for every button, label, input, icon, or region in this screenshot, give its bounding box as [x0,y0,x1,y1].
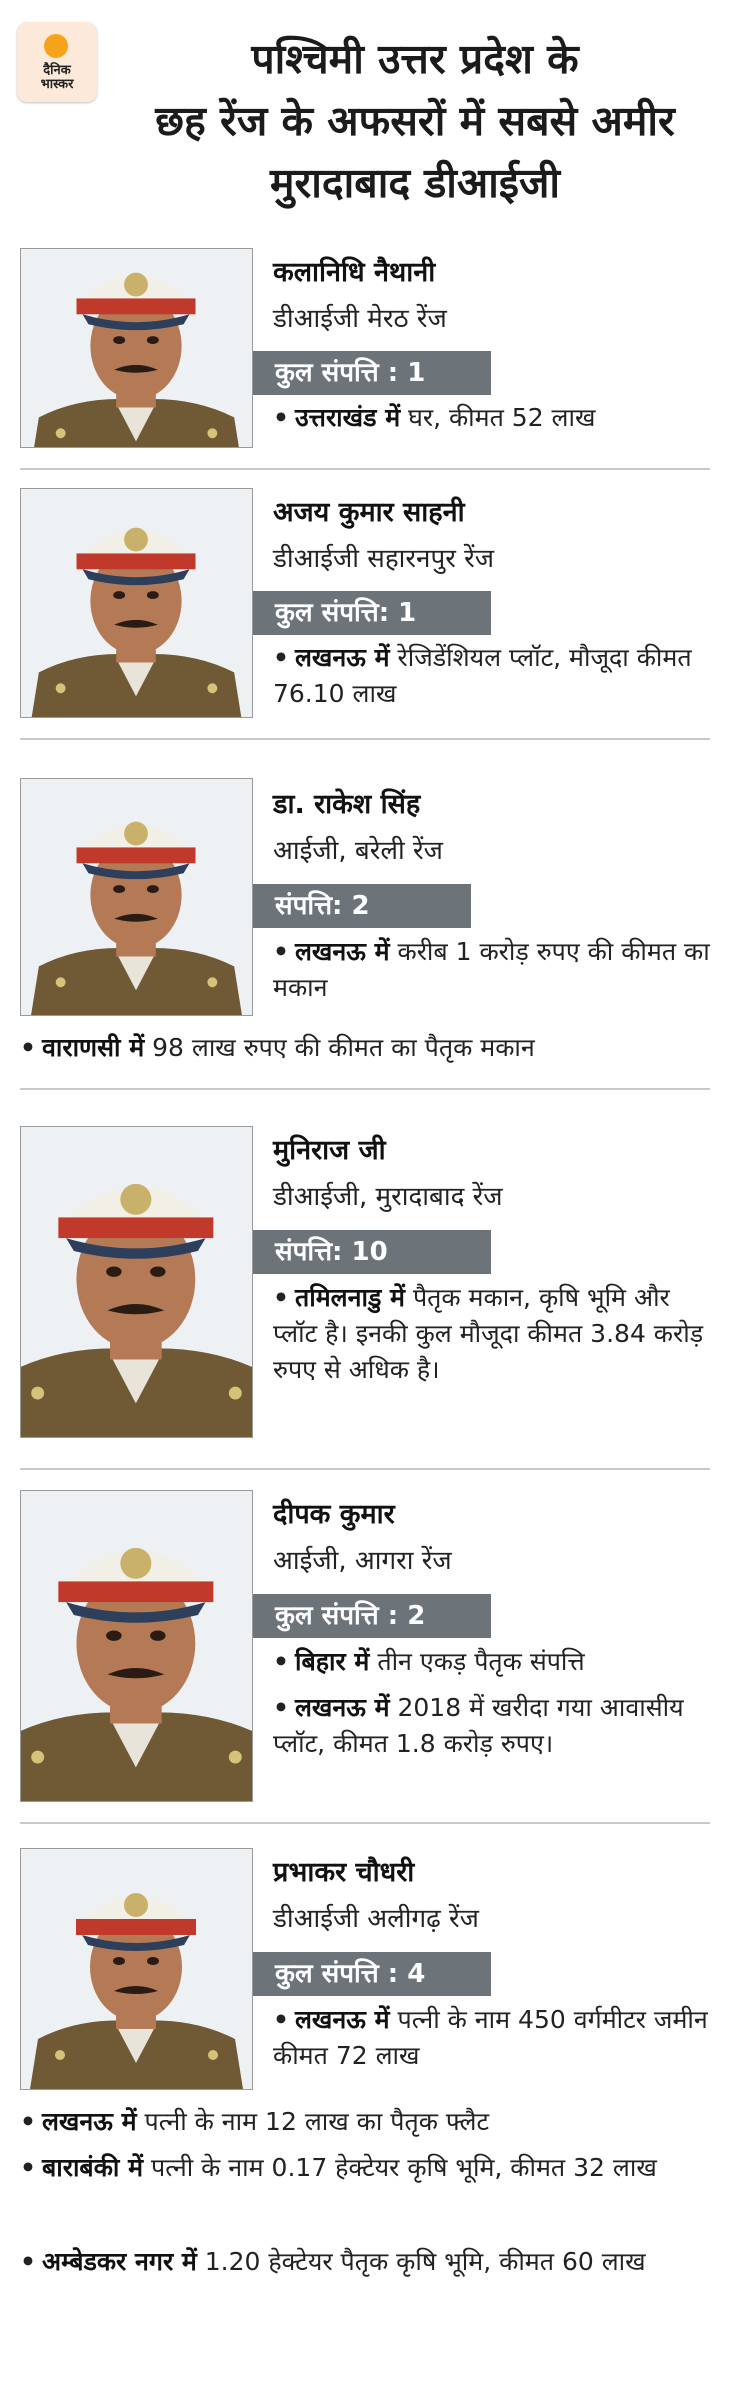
officer-portrait-illustration [21,489,252,717]
bullet-location: लखनऊ में [294,1693,390,1722]
left-eye [106,1631,122,1641]
officer-portrait-illustration [21,1127,252,1437]
asset-count-badge: कुल संपत्ति : 2 [253,1594,491,1638]
section-divider [20,468,710,470]
cap-badge-emblem [124,1893,148,1917]
bullet-dot: • [273,2005,289,2034]
officer-card-1 [0,248,730,478]
officer-portrait-illustration [21,249,252,447]
left-shoulder-star [56,428,66,438]
bullet-dot: • [20,2247,36,2276]
officer-portrait-illustration [21,779,252,1015]
header [0,0,730,235]
section-divider [20,738,710,740]
asset-count-badge: कुल संपत्ति : 1 [253,351,491,395]
officer-card-6 [0,1848,730,2400]
cap-band [77,847,196,863]
cap-band [58,1217,213,1238]
officer-card-2 [0,488,730,748]
bullet-detail: पत्नी के नाम 0.17 हेक्टेयर कृषि भूमि, कीमत 32 लाख [143,2153,657,2182]
bullet-detail: पत्नी के नाम 12 लाख का पैतृक फ्लैट [136,2107,490,2136]
bullet-location: बाराबंकी में [41,2153,144,2182]
officer-name: प्रभाकर चौधरी [273,1857,415,1888]
bullet-detail: पैतृक मकान, कृषि भूमि और प्लॉट है। इनकी कुल मौजूदा कीमत 3.84 करोड़ रुपए से अधिक है। [273,1283,704,1384]
officer-name: दीपक कुमार [273,1499,395,1530]
bullet-dot: • [273,937,289,966]
right-shoulder-star [207,683,217,693]
cap-badge-emblem [120,1184,151,1215]
officer-photo [20,778,253,1016]
bullet-detail: तीन एकड़ पैतृक संपत्ति [369,1647,585,1676]
title-line-2: छह रेंज के अफसरों में सबसे अमीर [155,97,675,145]
right-shoulder-star [207,977,217,987]
title-line-3: मुरादाबाद डीआईजी [270,159,560,207]
left-shoulder-star [31,1387,44,1400]
right-eye [150,1631,166,1641]
left-eye [113,336,125,344]
sun-icon [44,34,68,58]
asset-count-badge: संपत्ति: 10 [253,1230,491,1274]
right-shoulder-star [229,1387,242,1400]
bullet-location: लखनऊ में [294,937,390,966]
officer-post: डीआईजी सहारनपुर रेंज [273,544,495,574]
left-eye [113,591,125,599]
officer-portrait-illustration [21,1849,252,2089]
bullet-detail: घर, कीमत 52 लाख [400,403,596,432]
right-shoulder-star [229,1751,242,1764]
officer-card-4 [0,1126,730,1476]
officer-post: आईजी, बरेली रेंज [273,836,443,866]
right-eye [147,1957,159,1965]
asset-bullet [273,1644,713,1680]
bullet-location: उत्तराखंड में [294,403,401,432]
asset-bullet [273,1280,713,1388]
officer-name: अजय कुमार साहनी [273,497,465,528]
bullet-detail: पत्नी के नाम 450 वर्गमीटर जमीन कीमत 72 लाख [273,2005,708,2070]
bullet-location: लखनऊ में [294,643,390,672]
cap-badge-emblem [124,273,148,297]
asset-bullet [20,1030,710,1066]
officer-name: मुनिराज जी [273,1135,386,1166]
logo-text-line-2: भास्कर [40,77,74,92]
asset-bullet [273,640,713,712]
officer-card-5 [0,1490,730,1830]
officer-post: आईजी, आगरा रेंज [273,1546,452,1576]
asset-bullet [273,1690,713,1762]
bullet-detail: 2018 में खरीदा गया आवासीय प्लॉट, कीमत 1.8 करोड़ रुपए। [273,1693,684,1758]
bullet-detail: करीब 1 करोड़ रुपए की कीमत का मकान [273,937,710,1002]
cap-badge-emblem [120,1548,151,1579]
bullet-dot: • [273,1693,289,1722]
officer-photo [20,1126,253,1438]
right-eye [147,591,159,599]
right-eye [147,885,159,893]
officer-card-3 [0,778,730,1098]
cap-badge-emblem [124,528,148,552]
asset-bullet [20,2244,710,2280]
officer-photo [20,1490,253,1802]
right-eye [147,336,159,344]
bullet-location: बिहार में [294,1647,370,1676]
left-eye [113,885,125,893]
bullet-dot: • [273,1283,289,1312]
left-eye [106,1267,122,1277]
logo-text [17,64,97,92]
asset-bullet [20,2104,710,2140]
officer-post: डीआईजी, मुरादाबाद रेंज [273,1182,503,1212]
cap-band [77,298,196,314]
asset-bullet [273,934,713,1006]
officer-photo [20,248,253,448]
right-shoulder-star [208,2050,218,2060]
asset-bullet [273,400,713,436]
bullet-location: वाराणसी में [41,1033,145,1062]
officer-post: डीआईजी मेरठ रेंज [273,304,447,334]
section-divider [20,1468,710,1470]
asset-count-badge: कुल संपत्ति: 1 [253,591,491,635]
bullet-dot: • [273,1647,289,1676]
officer-photo [20,1848,253,2090]
section-divider [20,1822,710,1824]
title-line-1: पश्चिमी उत्तर प्रदेश के [251,35,579,83]
bullet-location: लखनऊ में [294,2005,390,2034]
left-eye [113,1957,125,1965]
bullet-detail: 1.20 हेक्टेयर पैतृक कृषि भूमि, कीमत 60 लाख [196,2247,646,2276]
right-eye [150,1267,166,1277]
bullet-location: लखनऊ में [41,2107,137,2136]
officer-portrait-illustration [21,1491,252,1801]
asset-count-badge: कुल संपत्ति : 4 [253,1952,491,1996]
section-divider [20,1088,710,1090]
officer-photo [20,488,253,718]
bullet-dot: • [20,2153,36,2182]
cap-band [58,1581,213,1602]
asset-bullet [273,2002,713,2074]
officer-name: कलानिधि नैथानी [273,257,436,288]
cap-band [76,1919,196,1935]
bullet-dot: • [273,403,289,432]
cap-badge-emblem [124,822,148,846]
bullet-location: तमिलनाडु में [294,1283,405,1312]
bullet-location: अम्बेडकर नगर में [41,2247,197,2276]
left-shoulder-star [56,977,66,987]
bullet-detail: 98 लाख रुपए की कीमत का पैतृक मकान [144,1033,535,1062]
bullet-detail: रेजिडेंशियल प्लॉट, मौजूदा कीमत 76.10 लाख [273,643,692,708]
bullet-dot: • [273,643,289,672]
right-shoulder-star [207,428,217,438]
left-shoulder-star [55,2050,65,2060]
officer-name: डा. राकेश सिंह [273,789,421,820]
asset-count-badge: संपत्ति: 2 [253,884,471,928]
logo-text-line-1: दैनिक [43,63,71,78]
left-shoulder-star [56,683,66,693]
bullet-dot: • [20,2107,36,2136]
cap-band [77,553,196,569]
left-shoulder-star [31,1751,44,1764]
bullet-dot: • [20,1033,36,1062]
dainik-bhaskar-logo [17,22,97,102]
asset-bullet [20,2150,710,2186]
page-title [120,28,710,214]
officer-post: डीआईजी अलीगढ़ रेंज [273,1904,479,1934]
